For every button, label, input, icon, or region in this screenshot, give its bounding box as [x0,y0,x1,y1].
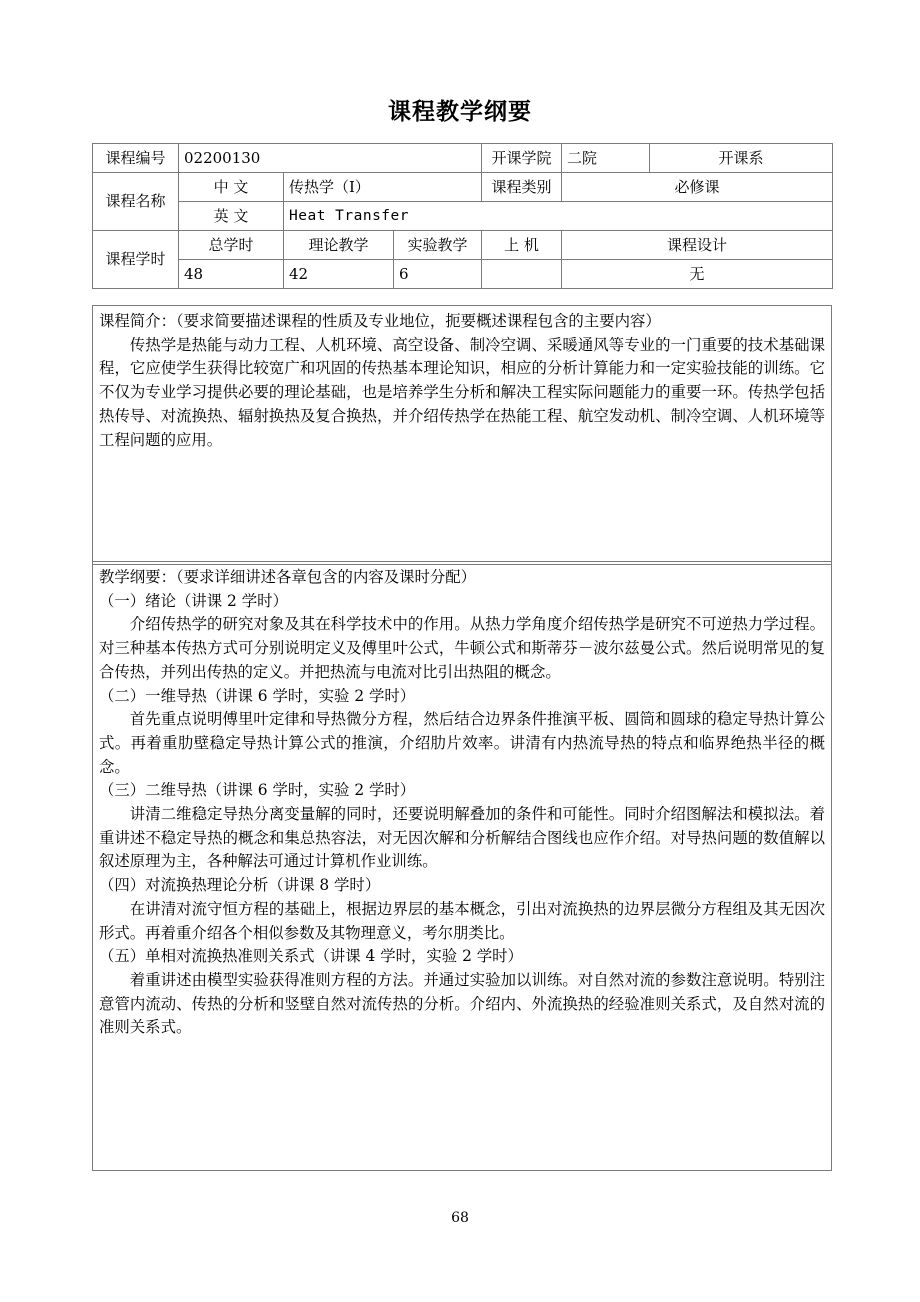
value-english-name: Heat Transfer [284,202,833,231]
course-intro-cell [93,306,832,565]
value-course-design: 无 [562,260,833,289]
header-total-hours: 总学时 [179,231,284,260]
outline-section-body-1: 介绍传热学的研究对象及其在科学技术中的作用。从热力学角度介绍传热学是研究不可逆热力学过程。对三种基本传热方式可分别说明定义及傅里叶公式，牛顿公式和斯蒂芬－波尔兹曼公式。然后说明常见的复合传热，并列出传热的定义。并把热流与电流对比引出热阻的概念。 [99,615,825,681]
outline-section-title-3: （三）二维导热（讲课 6 学时，实验 2 学时） [99,781,416,800]
value-lab-hours: 6 [394,260,482,289]
value-course-code: 02200130 [179,144,482,173]
outline-section-title-2: （二）一维导热（讲课 6 学时，实验 2 学时） [99,686,416,705]
course-intro-body: 传热学是热能与动力工程、人机环境、高空设备、制冷空调、采暖通风等专业的一门重要的技术基础课程，它应使学生获得比较宽广和巩固的传热基本理论知识，相应的分析计算能力和一定实验技能的训练。它不仅为专业学习提供必要的理论基础，也是培养学生分析和解决工程实际问题能力的重要一环。传热学包括热传导、对流换热、辐射换热及复合换热，并介绍传热学在热能工程、航空发动机、制冷空调、人机环境等工程问题的应用。 [99,335,825,449]
outline-section-body-2: 首先重点说明傅里叶定律和导热微分方程，然后结合边界条件推演平板、圆筒和圆球的稳定导热计算公式。再着重肋壁稳定导热计算公式的推演，介绍肋片效率。讲清有内热流导热的特点和临界绝热半径的概念。 [99,710,825,776]
page-number: 68 [451,1210,469,1226]
outline-section-body-5: 着重讲述由模型实验获得准则方程的方法。并通过实验加以训练。对自然对流的参数注意说明。特别注意管内流动、传热的分析和竖壁自然对流传热的分析。介绍内、外流换热的经验准则关系式，及自然对流的准则关系式。 [99,970,825,1037]
value-course-category: 必修课 [562,173,833,202]
course-intro-block [92,305,832,565]
value-chinese-name: 传热学（I） [284,173,482,202]
table-row [93,231,833,260]
table-row [93,144,833,173]
table-row [93,260,833,289]
label-course-category: 课程类别 [482,173,562,202]
value-college: 二院 [562,144,650,173]
label-english-name: 英 文 [179,202,284,231]
header-lab-hours: 实验教学 [394,231,482,260]
label-course-hours: 课程学时 [93,231,179,289]
teaching-outline-block [92,561,832,1171]
header-computer-hours: 上 机 [482,231,562,260]
outline-section-title-4: （四）对流换热理论分析（讲课 8 学时） [99,876,381,895]
outline-section-body-4: 在讲清对流守恒方程的基础上，根据边界层的基本概念，引出对流换热的边界层微分方程组及其无因次形式。再着重介绍各个相似参数及其物理意义，考尔朋类比。 [99,899,825,942]
header-course-design: 课程设计 [562,231,833,260]
teaching-outline-heading: 教学纲要：（要求详细讲述各章包含的内容及课时分配） [99,568,477,586]
outline-section-title-5: （五）单相对流换热准则关系式（讲课 4 学时，实验 2 学时） [99,947,523,966]
outline-section-body-3: 讲清二维稳定导热分离变量解的同时，还要说明解叠加的条件和可能性。同时介绍图解法和模拟法。着重讲述不稳定导热的概念和集总热容法，对无因次解和分析解结合图线也应作介绍。对导热问题的数值解以叙述原理为主，各种解法可通过计算机作业训练。 [99,805,825,871]
label-chinese-name: 中 文 [179,173,284,202]
teaching-outline-cell [93,562,832,1171]
value-total-hours: 48 [179,260,284,289]
label-college: 开课学院 [482,144,562,173]
label-course-name: 课程名称 [93,173,179,231]
outline-section-title-1: （一）绪论（讲课 2 学时） [99,591,288,610]
course-info-table [92,143,833,289]
table-row [93,202,833,231]
course-intro-heading: 课程简介：（要求简要描述课程的性质及专业地位，扼要概述课程包含的主要内容） [99,312,661,330]
value-theory-hours: 42 [284,260,394,289]
label-course-code: 课程编号 [93,144,179,173]
table-row [93,562,832,1171]
label-department: 开课系 [650,144,833,173]
header-theory-hours: 理论教学 [284,231,394,260]
table-row [93,173,833,202]
page-title: 课程教学纲要 [388,99,532,125]
table-row [93,306,832,565]
value-computer-hours [482,260,562,289]
